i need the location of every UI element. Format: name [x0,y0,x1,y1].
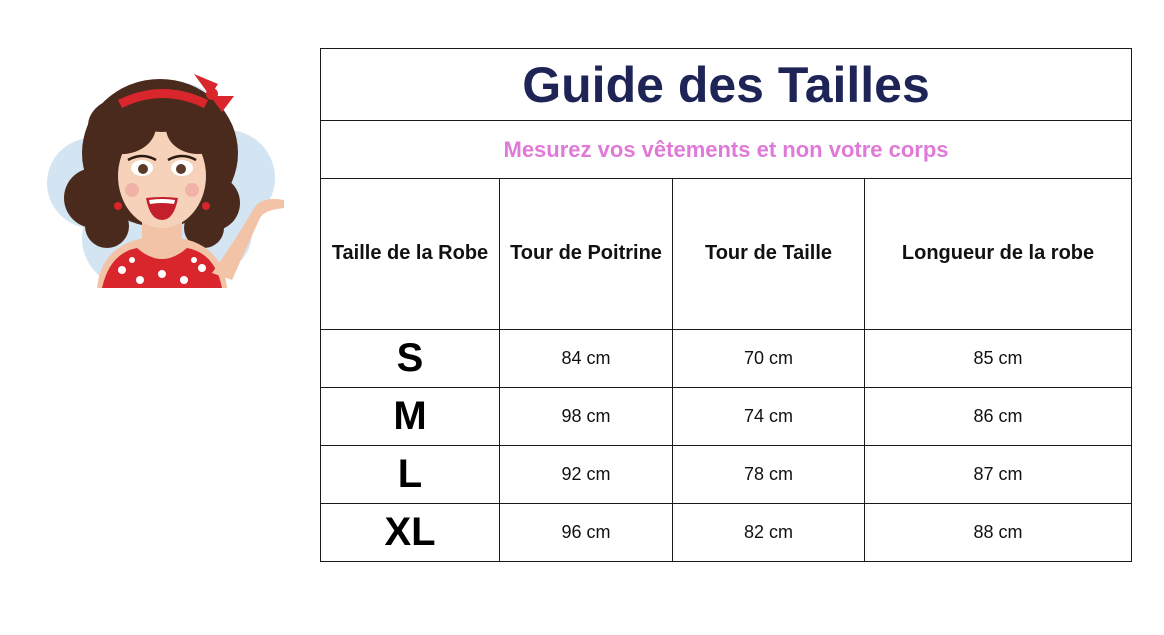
page-title: Guide des Tailles [321,49,1132,121]
table-row [321,445,1132,503]
size-label: M [321,387,500,445]
column-header-length: Longueur de la robe [865,179,1132,329]
title-row [321,49,1132,121]
length-value: 86 cm [865,387,1132,445]
size-label: L [321,445,500,503]
chest-value: 92 cm [500,445,673,503]
waist-value: 78 cm [673,445,865,503]
pinup-mascot-illustration [22,48,302,288]
waist-value: 70 cm [673,329,865,387]
chest-value: 98 cm [500,387,673,445]
length-value: 87 cm [865,445,1132,503]
size-guide-body [321,49,1132,562]
table-row [321,329,1132,387]
column-header-chest: Tour de Poitrine [500,179,673,329]
chest-value: 96 cm [500,503,673,561]
subtitle-row [321,121,1132,179]
chest-value: 84 cm [500,329,673,387]
column-header-size: Taille de la Robe [321,179,500,329]
page-subtitle: Mesurez vos vêtements et non votre corps [321,121,1132,179]
size-label: S [321,329,500,387]
size-guide-table [320,48,1132,562]
header-row [321,179,1132,329]
table-row [321,503,1132,561]
waist-value: 74 cm [673,387,865,445]
table-row [321,387,1132,445]
waist-value: 82 cm [673,503,865,561]
column-header-waist: Tour de Taille [673,179,865,329]
size-label: XL [321,503,500,561]
length-value: 85 cm [865,329,1132,387]
length-value: 88 cm [865,503,1132,561]
